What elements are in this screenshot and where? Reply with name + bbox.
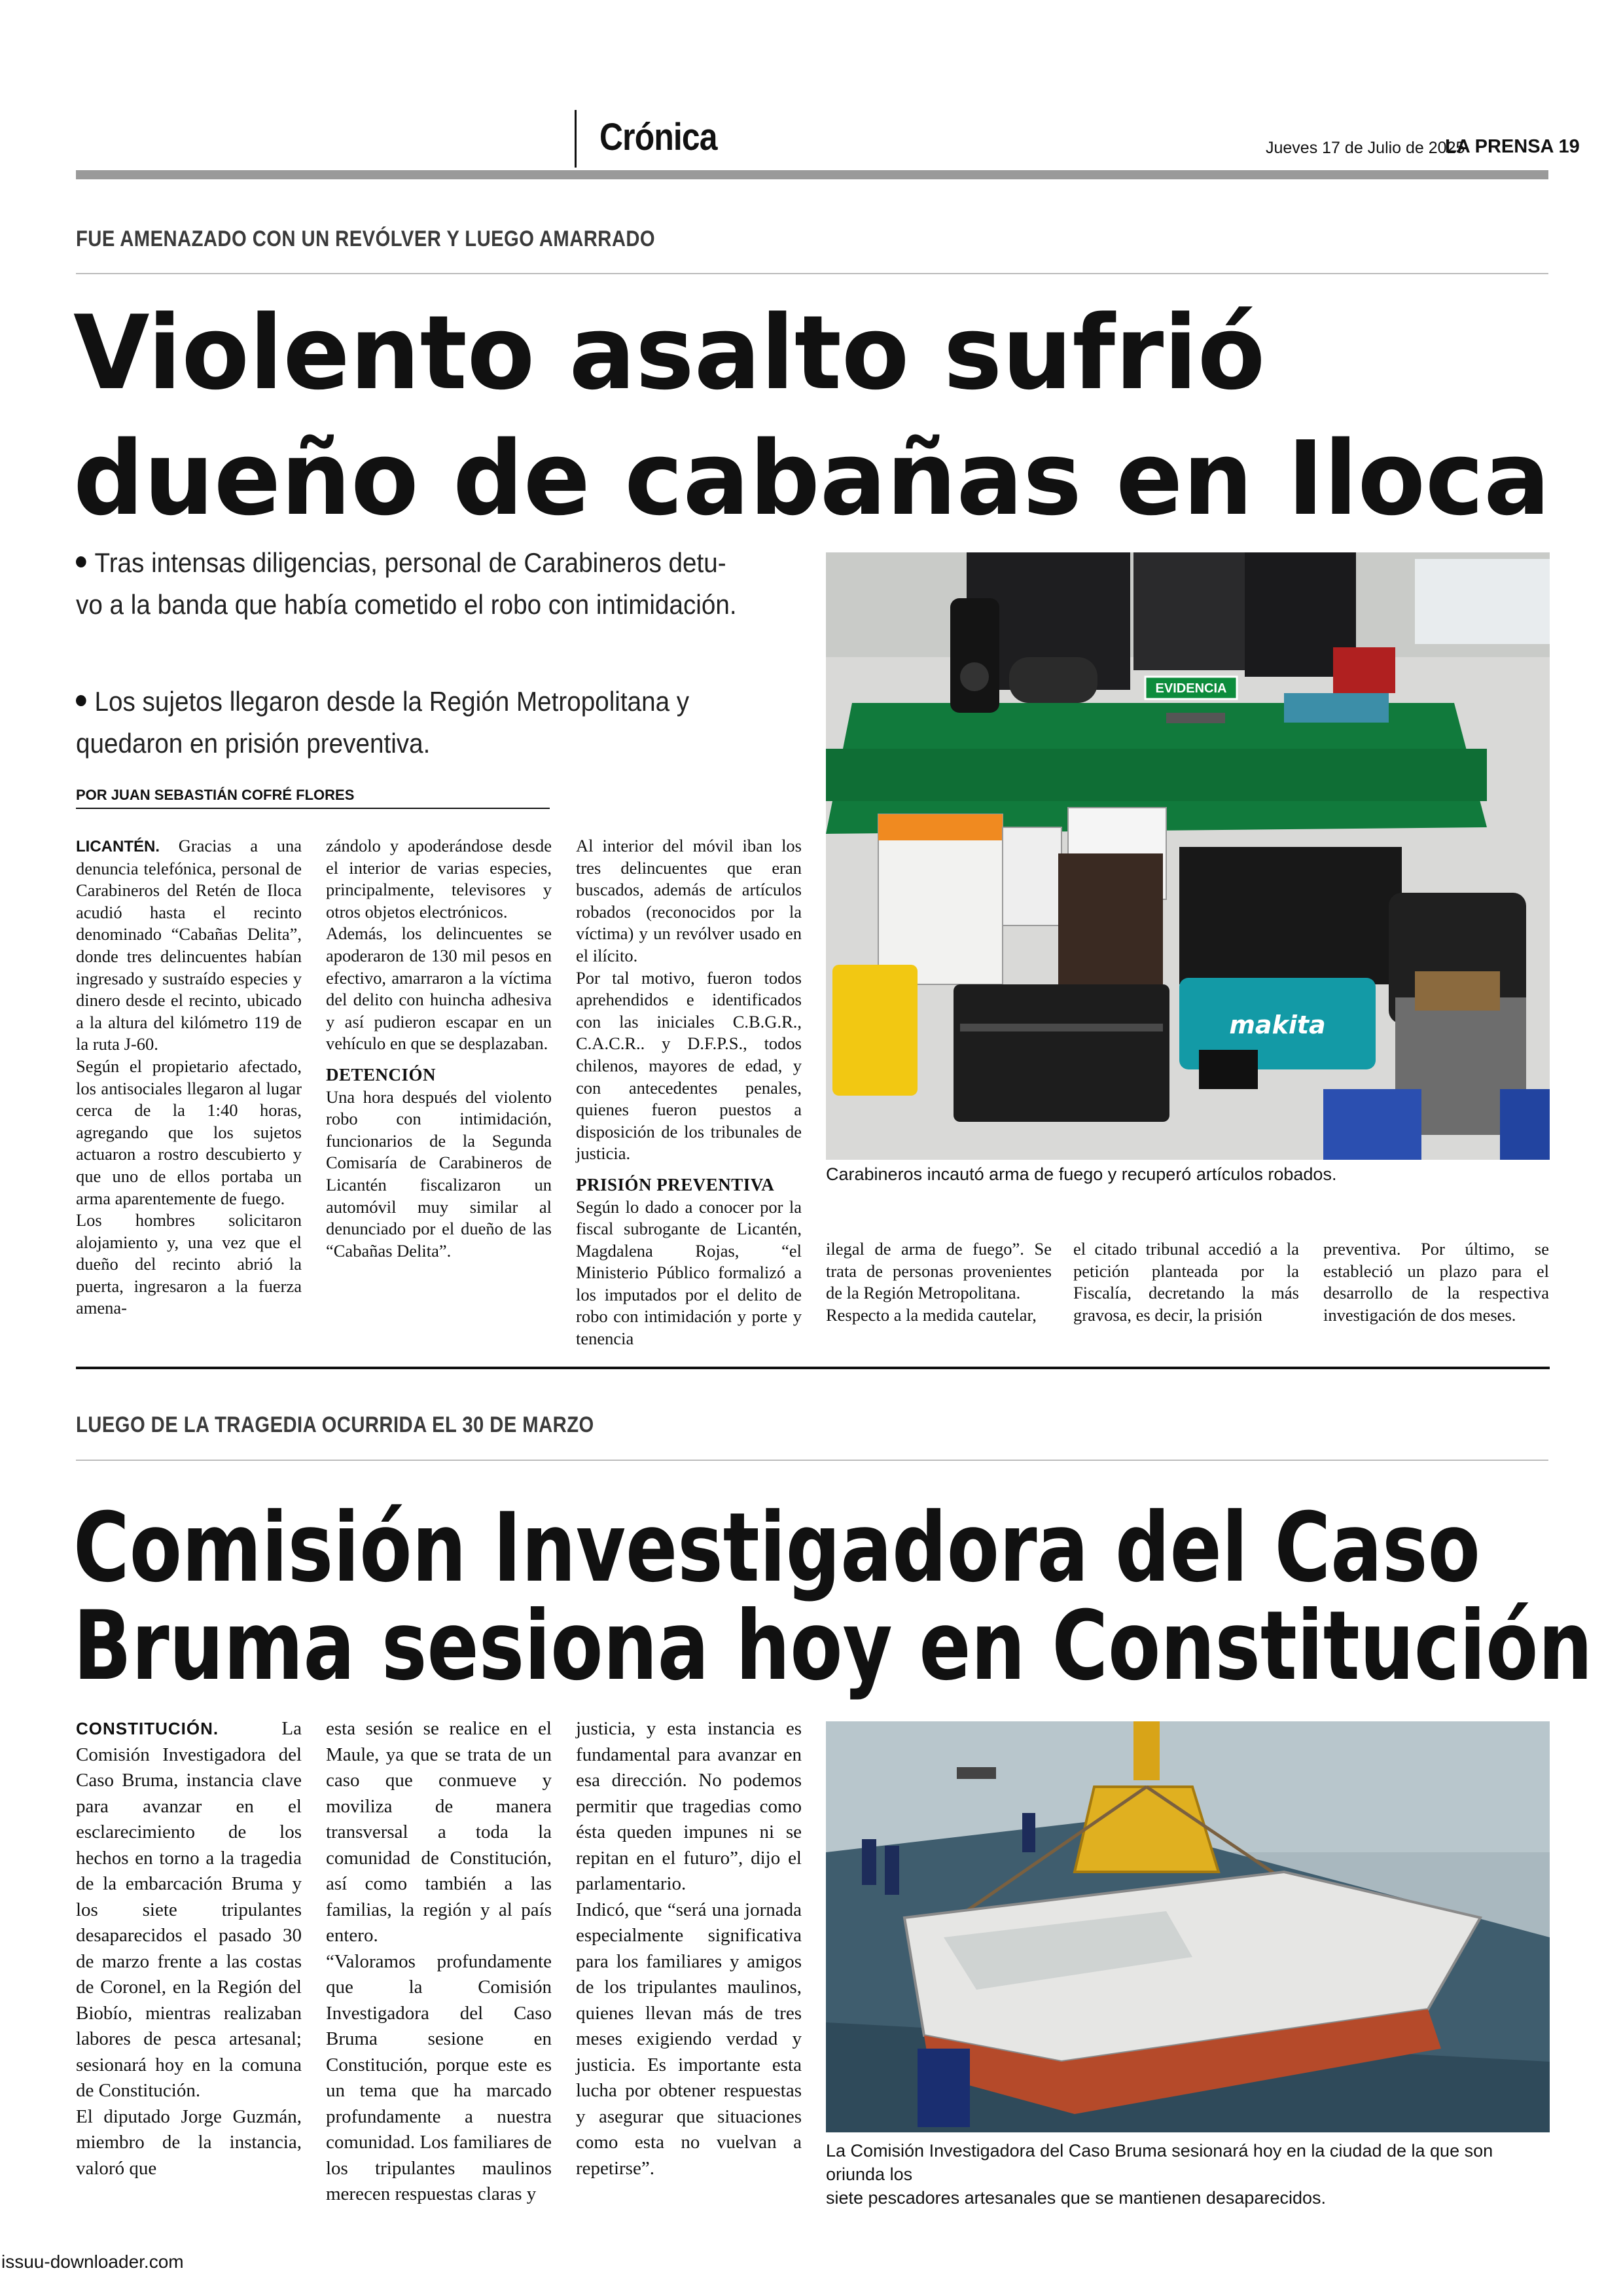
article1-column-3: Al interior del móvil iban los tres delincuentes que eran buscados, además de artículos robados (reconocidos por la víctima) y un revólver usado en el ilícito. Por tal motivo, fueron todos aprehendidos e identificados con las iniciales C.B.G.R., C.A.C.R.. y D.F.P.S., todos chilenos, mayores de edad, y con antecedentes penales, quienes fueron puestos a disposición de los tribunales de justicia. PRISIÓN PREVENTIVA Según lo dado a conocer por la fiscal subrogante de Licantén, Magdalena Rojas, “el Ministerio Público formalizó a los imputados por el delito de robo con intimidación y porte y tenencia	[576, 836, 802, 1349]
section-name: Crónica	[599, 116, 717, 158]
subhead-prision-preventiva: PRISIÓN PREVENTIVA	[576, 1174, 775, 1194]
article1-column-5: el citado tribunal accedió a la petición planteada por la Fiscalía, decretando la más gravosa, es decir, la prisión	[1073, 1239, 1299, 1325]
article1-headline-line1: Violento asalto sufrió	[73, 293, 1266, 412]
header-rule	[76, 170, 1548, 179]
evidence-sign-text: EVIDENCIA	[1155, 681, 1227, 696]
bullet-dot	[76, 695, 86, 706]
byline-rule	[76, 808, 550, 809]
subhead-detencion: DETENCIÓN	[326, 1064, 437, 1085]
article2-kicker: LUEGO DE LA TRAGEDIA OCURRIDA EL 30 DE MARZO	[76, 1412, 594, 1437]
article1-photo-caption: Carabineros incautó arma de fuego y recuperó artículos robados.	[826, 1164, 1337, 1184]
footer-source: issuu-downloader.com	[1, 2251, 184, 2272]
article2-photo-caption: La Comisión Investigadora del Caso Bruma sesionará hoy en la ciudad de la que son oriunda los siete pescadores artesanales que se mantienen desaparecidos.	[826, 2141, 1493, 2208]
header-divider	[575, 110, 577, 168]
article1-byline: POR JUAN SEBASTIÁN COFRÉ FLORES	[76, 787, 355, 803]
article1-column-6: preventiva. Por último, se estableció un plazo para el desarrollo de la respectiva investigación de dos meses.	[1323, 1239, 1549, 1325]
article2-photo-boat-wreck	[826, 1721, 1550, 2132]
article1-column-1: LICANTÉN. Gracias a una denuncia telefónica, personal de Carabineros del Retén de Iloca acudió hasta el recinto denominado “Cabañas Delita”, donde tres delincuentes habían ingresado y sustraído especies y dinero desde el recinto, ubicado a la altura del kilómetro 119 de la ruta J-60. Según el propietario afectado, los antisociales llegaron al lugar cerca de la 1:40 horas, agregando que los sujetos actuaron a rostro descubierto y que uno de ellos portaba un arma aparentemente de fuego. Los hombres solicitaron alojamiento y, una vez que el dueño del recinto abrió la puerta, ingresaron a la fuerza amena-	[76, 836, 302, 1318]
article2-kicker-rule	[76, 1460, 1548, 1461]
article2-column-2: esta sesión se realice en el Maule, ya que se trata de un caso que conmueve y moviliza de manera transversal a toda la comunidad de Constitución, así como también a las familias, la región y al país entero. “Valoramos profundamente que la Comisión Investigadora del Caso Bruma sesione en Constitución, porque este es un tema que ha marcado profundamente a nuestra comunidad. Los familiares de los tripulantes maulinos merecen respuestas claras y	[326, 1718, 552, 2204]
evidence-photo-illustration	[826, 552, 1550, 1160]
article2-headline-line2: Bruma sesiona hoy en Constitución	[73, 1590, 1593, 1702]
makita-brand-text: makita	[1229, 1011, 1326, 1039]
boat-wreck-photo-illustration	[826, 1721, 1550, 2132]
article1-bullet-1: Tras intensas diligencias, personal de Carabineros detu- vo a la banda que había cometido el robo con intimidación.	[76, 547, 737, 620]
article1-column-4: ilegal de arma de fuego”. Se trata de personas provenientes de la Región Metropolitana. Respecto a la medida cautelar,	[826, 1239, 1052, 1325]
article1-dateline: LICANTÉN.	[76, 838, 160, 855]
article2-headline-line1: Comisión Investigadora del Caso	[73, 1492, 1480, 1604]
article1-photo-evidence	[826, 552, 1550, 1160]
article1-column-2: zándolo y apoderándose desde el interior de varias especies, principalmente, televisores y otros objetos electrónicos. Además, los delincuentes se apoderaron de 130 mil pesos en efectivo, amarraron a la víctima del delito con huincha adhesiva y así pudieron escapar en un vehículo en que se desplazaban. DETENCIÓN Una hora después del violento robo con intimidación, funcionarios de la Segunda Comisaría de Carabineros de Licantén fiscalizaron un automóvil muy similar al denunciado por el dueño de las “Cabañas Delita”.	[326, 836, 552, 1261]
article2-column-1: CONSTITUCIÓN. La Comisión Investigadora del Caso Bruma, instancia clave para avanzar en el esclarecimiento de los hechos en torno a la tragedia de la embarcación Bruma y los siete tripulantes desaparecidos el pasado 30 de marzo frente a las costas de Coronel, en la Región del Biobío, mientras realizaban labores de pesca artesanal; sesionará hoy en la comuna de Constitución. El diputado Jorge Guzmán, miembro de la instancia, valoró que	[76, 1718, 302, 2179]
article-separator	[76, 1367, 1550, 1369]
issue-date: Jueves 17 de Julio de 2025	[1266, 139, 1465, 157]
bullet-dot	[76, 556, 86, 567]
article1-kicker: FUE AMENAZADO CON UN REVÓLVER Y LUEGO AMARRADO	[76, 226, 656, 251]
article1-kicker-rule	[76, 273, 1548, 274]
article2-dateline: CONSTITUCIÓN.	[76, 1719, 219, 1738]
article1-headline-line2: dueño de cabañas en Iloca	[73, 419, 1550, 538]
paper-name-page: LA PRENSA 19	[1445, 136, 1580, 157]
article2-column-3: justicia, y esta instancia es fundamental para avanzar en esa dirección. No podemos permitir que tragedias como ésta queden impunes ni se repitan en el futuro”, dijo el parlamentario. Indicó, que “será una jornada especialmente significativa para los familiares y amigos de los tripulantes maulinos, quienes llevan más de tres meses exigiendo verdad y justicia. Es importante esta lucha por obtener respuestas y asegurar que situaciones como esta no vuelvan a repetirse”.	[576, 1718, 802, 2179]
article1-bullet-2: Los sujetos llegaron desde la Región Metropolitana y quedaron en prisión preventiva.	[76, 686, 690, 759]
